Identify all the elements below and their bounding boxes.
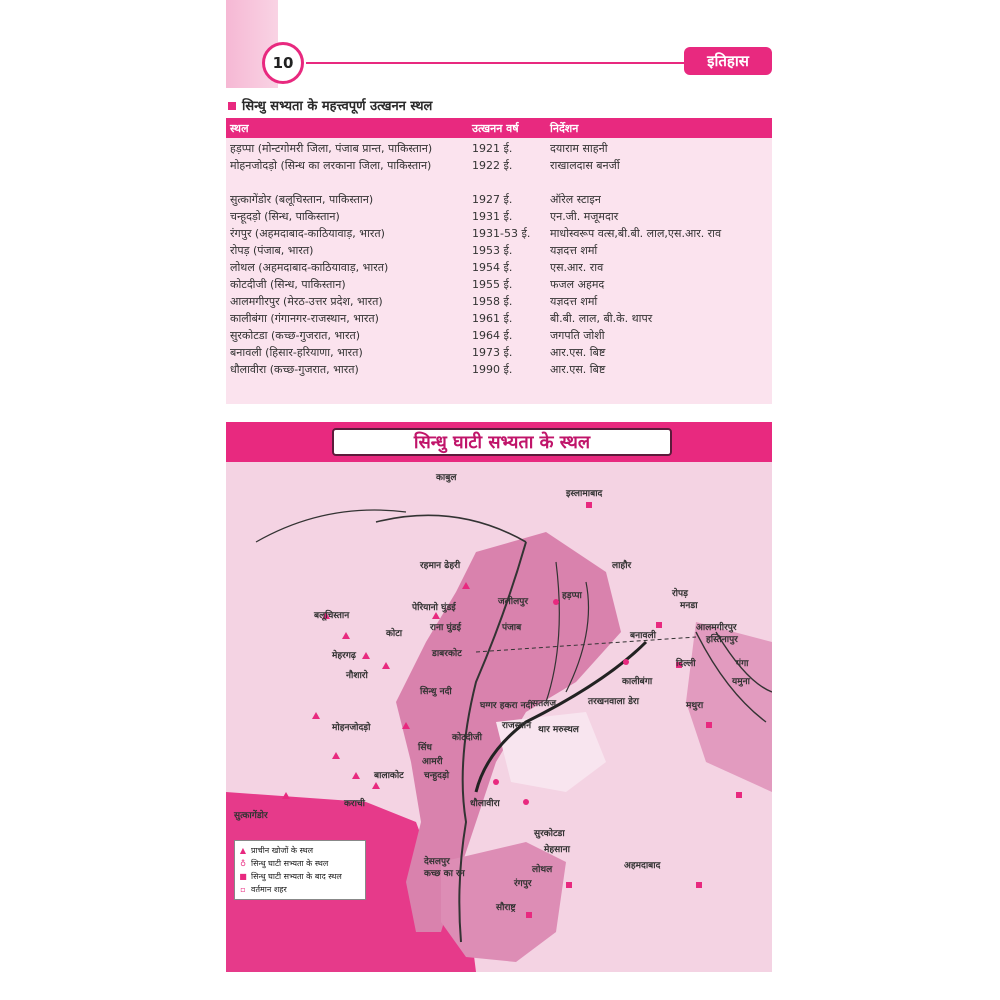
cell-site: सुत्कागेंडोर (बलूचिस्तान, पाकिस्तान)	[230, 193, 374, 206]
cell-year: 1931 ई.	[472, 210, 513, 223]
cell-year: 1958 ई.	[472, 295, 513, 308]
label-chanhudaro: चन्हुदड़ो	[424, 771, 450, 781]
label-rann-of-kutch: कच्छ का रन	[424, 869, 465, 879]
label-amri: आमरी	[422, 757, 443, 767]
cell-director: दयाराम साहनी	[550, 142, 608, 155]
header-rule	[306, 62, 686, 64]
cell-year: 1953 ई.	[472, 244, 513, 257]
label-mehrgarh: मेहरगढ़	[332, 651, 356, 661]
cell-director: एस.आर. राव	[550, 261, 604, 274]
cell-director: जगपति जोशी	[550, 329, 605, 342]
label-lahore: लाहौर	[612, 561, 632, 571]
triangle-icon: ▲	[239, 846, 247, 855]
cell-director: फजल अहमद	[550, 278, 605, 291]
cell-site: मोहनजोदड़ो (सिन्ध का लरकाना जिला, पाकिस्तान)	[230, 159, 432, 172]
label-jalilpur: जलीलपुर	[498, 597, 529, 607]
site-icon: ♁	[240, 859, 246, 868]
table-row	[226, 225, 772, 242]
label-sutlej: सतलज	[532, 699, 556, 709]
label-kalibangan: कालीबंगा	[622, 677, 653, 687]
label-indus: सिन्धु नदी	[420, 687, 452, 697]
cell-site: आलमगीरपुर (मेरठ-उत्तर प्रदेश, भारत)	[230, 295, 383, 308]
label-mathura: मथुरा	[686, 701, 704, 711]
table-row	[226, 344, 772, 361]
cell-director: यज्ञदत्त शर्मा	[550, 244, 598, 257]
cell-site: कोटदीजी (सिन्ध, पाकिस्तान)	[230, 278, 346, 291]
table-row	[226, 293, 772, 310]
table-row	[226, 157, 772, 191]
label-kota: कोटा	[386, 629, 403, 639]
label-ganga: गंगा	[736, 659, 749, 669]
cell-site: बनावली (हिसार-हरियाणा, भारत)	[230, 346, 363, 359]
cell-director: माधोस्वरूप वत्स,बी.बी. लाल,एस.आर. राव	[550, 227, 722, 240]
label-rangpur: रंगपुर	[514, 879, 532, 889]
legend-item	[239, 884, 287, 895]
map-legend	[234, 840, 366, 900]
label-sindh: सिंध	[418, 743, 432, 753]
subject-badge: इतिहास	[684, 47, 772, 75]
cell-site: चन्हूदड़ो (सिन्ध, पाकिस्तान)	[230, 210, 340, 223]
table-row	[226, 276, 772, 293]
map-title-bar	[226, 422, 772, 462]
label-tarkhanwala: तरखनवाला डेरा	[588, 697, 639, 707]
cell-year: 1954 ई.	[472, 261, 513, 274]
label-punjab: पंजाब	[502, 623, 522, 633]
legend-item	[239, 845, 313, 856]
table-row	[226, 310, 772, 327]
label-saurashtra: सौराष्ट्र	[496, 903, 516, 913]
cell-year: 1973 ई.	[472, 346, 513, 359]
legend-text: सिन्धु घाटी सभ्यता के बाद स्थल	[251, 872, 342, 881]
label-banawali: बनावली	[630, 631, 656, 641]
cell-year: 1921 ई.	[472, 142, 513, 155]
legend-text: प्राचीन खोजों के स्थल	[251, 846, 314, 855]
label-balakot: बालाकोट	[374, 771, 404, 781]
label-naushero: नौशारो	[346, 671, 368, 681]
label-dholavira: धौलावीरा	[470, 799, 500, 809]
label-sutkagendor: सुत्कागेंडोर	[234, 811, 268, 821]
label-lothal: लोथल	[532, 865, 553, 875]
label-rajasthan: राजस्थान	[502, 721, 532, 731]
legend-item	[239, 858, 328, 869]
section-title	[228, 96, 432, 114]
table-row	[226, 327, 772, 344]
cell-site: हड़प्पा (मोन्टगोमरी जिला, पंजाब प्रान्त, पाकिस्तान)	[230, 142, 433, 155]
label-harappa: हड़प्पा	[562, 591, 582, 601]
table-row	[226, 242, 772, 259]
label-manda: मनडा	[680, 601, 698, 611]
cell-director: आर.एस. बिष्ट	[550, 346, 606, 359]
label-periano-ghundai: पेरियानो घुंडई	[412, 603, 456, 613]
cell-director: राखालदास बनर्जी	[550, 159, 620, 172]
label-islamabad: इस्लामाबाद	[566, 489, 603, 499]
label-ropar: रोपड़	[672, 589, 688, 599]
label-delhi: दिल्ली	[676, 659, 696, 669]
column-header-site: स्थल	[230, 122, 249, 135]
label-kotdiji: कोटदीजी	[452, 733, 482, 743]
label-desalpur: देसलपुर	[424, 857, 450, 867]
cell-year: 1990 ई.	[472, 363, 513, 376]
table-row	[226, 259, 772, 276]
label-mehsana: मेहसाना	[544, 845, 570, 855]
label-thar: थार मरुस्थल	[538, 725, 579, 735]
section-title-text: सिन्धु सभ्यता के महत्त्वपूर्ण उत्खनन स्थल	[242, 99, 433, 114]
legend-item	[239, 871, 342, 882]
cell-year: 1955 ई.	[472, 278, 513, 291]
label-karachi: कराची	[344, 799, 365, 809]
label-dabarkot: डाबरकोट	[432, 649, 462, 659]
cell-director: एन.जी. मजूमदार	[550, 210, 619, 223]
column-header-director: निर्देशन	[550, 122, 579, 135]
square-icon: ■	[239, 872, 247, 881]
table-row	[226, 191, 772, 208]
excavation-table	[226, 118, 772, 404]
cell-director: आर.एस. बिष्ट	[550, 363, 606, 376]
cell-director: यज्ञदत्त शर्मा	[550, 295, 598, 308]
table-row	[226, 208, 772, 225]
label-rana-ghundai: राना घुंडई	[430, 623, 462, 633]
cell-site: सुरकोटडा (कच्छ-गुजरात, भारत)	[230, 329, 361, 342]
cell-year: 1927 ई.	[472, 193, 513, 206]
cell-director: ऑरेल स्टाइन	[550, 193, 601, 206]
label-ahmedabad: अहमदाबाद	[624, 861, 661, 871]
page-number: 10	[262, 42, 304, 84]
label-baluchistan: बलूचिस्तान	[314, 611, 350, 621]
column-header-year: उत्खनन वर्ष	[472, 122, 519, 135]
cell-director: बी.बी. लाल, बी.के. थापर	[550, 312, 653, 325]
label-ghaggar: घग्गर हकरा नदी	[480, 701, 533, 711]
label-mohenjodaro: मोहनजोदड़ो	[332, 723, 371, 733]
table-row	[226, 361, 772, 378]
map-title: सिन्धु घाटी सभ्यता के स्थल	[332, 428, 672, 456]
label-surkotada: सुरकोटडा	[534, 829, 565, 839]
small-square-icon: ▫	[240, 885, 246, 894]
bullet-icon	[228, 102, 236, 110]
label-kabul: काबुल	[436, 473, 457, 483]
label-rahman-dheri: रहमान ढेहरी	[420, 561, 461, 571]
cell-site: कालीबंगा (गंगानगर-राजस्थान, भारत)	[230, 312, 379, 325]
map-figure	[226, 422, 772, 972]
legend-text: सिन्धु घाटी सभ्यता के स्थल	[251, 859, 329, 868]
label-hastinapur: हस्तिनापुर	[706, 635, 738, 645]
label-alamgirpur: आलमगीरपुर	[696, 623, 737, 633]
cell-site: धौलावीरा (कच्छ-गुजरात, भारत)	[230, 363, 359, 376]
table-header	[226, 118, 772, 138]
cell-site: रोपड़ (पंजाब, भारत)	[230, 244, 314, 257]
label-yamuna: यमुना	[732, 677, 750, 687]
cell-site: लोथल (अहमदाबाद-काठियावाड़, भारत)	[230, 261, 389, 274]
cell-year: 1964 ई.	[472, 329, 513, 342]
legend-text: वर्तमान शहर	[251, 885, 287, 894]
cell-site: रंगपुर (अहमदाबाद-काठियावाड़, भारत)	[230, 227, 385, 240]
table-row	[226, 140, 772, 157]
cell-year: 1922 ई.	[472, 159, 513, 172]
cell-year: 1961 ई.	[472, 312, 513, 325]
cell-year: 1931-53 ई.	[472, 227, 531, 240]
